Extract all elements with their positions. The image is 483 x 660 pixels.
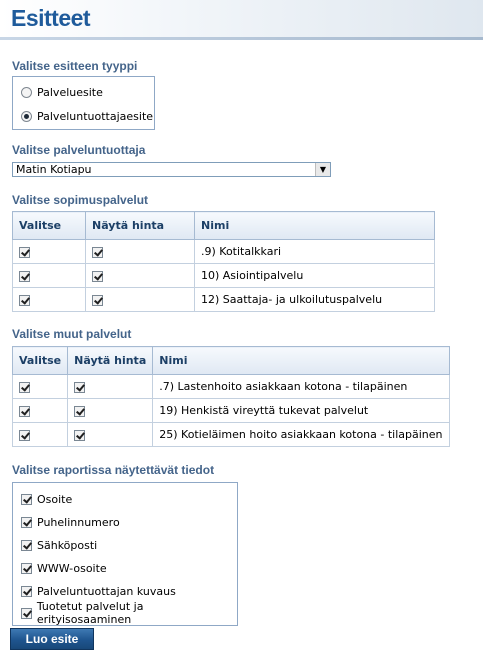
show-price-cell (86, 264, 195, 288)
create-brochure-button[interactable]: Luo esite (10, 628, 94, 650)
radio-option-service-brochure[interactable] (21, 84, 103, 100)
service-name: 10) Asiointipalvelu (195, 264, 435, 288)
provider-select[interactable] (12, 162, 331, 177)
select-cell (13, 375, 68, 399)
report-field-www[interactable] (21, 560, 107, 576)
page-title: Esitteet (11, 5, 91, 31)
service-name: 19) Henkistä vireyttä tukevat palvelut (153, 399, 449, 423)
checkbox[interactable] (21, 494, 32, 505)
show-price-cell (86, 240, 195, 264)
checkbox-label: Palveluntuottajan kuvaus (37, 584, 176, 598)
report-field-email[interactable] (21, 537, 97, 553)
select-checkbox[interactable] (19, 295, 30, 306)
provider-select-value: Matin Kotiapu (16, 163, 92, 176)
header-divider (0, 37, 483, 40)
column-header-show-price: Näytä hinta (68, 347, 153, 375)
service-name: .9) Kotitalkkari (195, 240, 435, 264)
select-cell (13, 264, 86, 288)
report-field-phone[interactable] (21, 514, 120, 530)
page-header (0, 0, 483, 40)
column-header-name: Nimi (153, 347, 449, 375)
checkbox-label: Osoite (37, 492, 73, 506)
other-services-table (12, 346, 450, 447)
select-cell (13, 240, 86, 264)
select-checkbox[interactable] (19, 430, 30, 441)
checkbox[interactable] (21, 563, 32, 574)
show-price-checkbox[interactable] (92, 271, 103, 282)
checkbox[interactable] (21, 608, 32, 619)
column-header-name: Nimi (195, 212, 435, 240)
contract-services-label: Valitse sopimuspalvelut (12, 193, 149, 207)
chevron-down-icon[interactable]: ▼ (315, 163, 330, 176)
table-row (13, 375, 450, 399)
select-checkbox[interactable] (19, 406, 30, 417)
column-header-show-price: Näytä hinta (86, 212, 195, 240)
select-checkbox[interactable] (19, 271, 30, 282)
select-checkbox[interactable] (19, 382, 30, 393)
checkbox-label: WWW-osoite (37, 561, 107, 575)
show-price-cell (86, 288, 195, 312)
contract-services-table (12, 211, 435, 312)
table-row (13, 423, 450, 447)
report-fields-label: Valitse raportissa näytettävät tiedot (12, 463, 215, 477)
checkbox[interactable] (21, 517, 32, 528)
checkbox-label: Puhelinnumero (37, 515, 120, 529)
show-price-cell (68, 375, 153, 399)
checkbox-label: Tuotetut palvelut ja erityisosaaminen (36, 600, 144, 626)
table-row (13, 264, 435, 288)
checkbox-label: Sähköposti (37, 538, 98, 552)
radio-button[interactable] (21, 87, 32, 98)
report-field-description[interactable] (21, 583, 176, 599)
service-name: .7) Lastenhoito asiakkaan kotona - tilapäinen (153, 375, 449, 399)
select-cell (13, 288, 86, 312)
table-row (13, 399, 450, 423)
show-price-checkbox[interactable] (92, 295, 103, 306)
select-cell (13, 423, 68, 447)
radio-option-label: Palveluesite (37, 85, 103, 99)
checkbox[interactable] (21, 540, 32, 551)
checkbox[interactable] (21, 586, 32, 597)
service-name: 25) Kotieläimen hoito asiakkaan kotona - tilapäinen (153, 423, 449, 447)
service-name: 12) Saattaja- ja ulkoilutuspalvelu (195, 288, 435, 312)
show-price-cell (68, 399, 153, 423)
show-price-checkbox[interactable] (74, 430, 85, 441)
show-price-checkbox[interactable] (74, 406, 85, 417)
radio-button-selected[interactable] (21, 111, 32, 122)
show-price-checkbox[interactable] (92, 247, 103, 258)
select-checkbox[interactable] (19, 247, 30, 258)
show-price-cell (68, 423, 153, 447)
report-fields-group (12, 482, 238, 626)
column-header-select: Valitse (13, 212, 86, 240)
provider-label: Valitse palveluntuottaja (12, 143, 146, 157)
select-cell (13, 399, 68, 423)
brochure-type-group (12, 76, 155, 130)
column-header-select: Valitse (13, 347, 68, 375)
table-row (13, 288, 435, 312)
show-price-checkbox[interactable] (74, 382, 85, 393)
other-services-label: Valitse muut palvelut (12, 327, 132, 341)
radio-option-provider-brochure[interactable] (21, 108, 153, 124)
report-field-services[interactable] (21, 600, 237, 626)
table-row (13, 240, 435, 264)
brochure-type-label: Valitse esitteen tyyppi (12, 59, 138, 73)
radio-option-label: Palveluntuottajaesite (37, 109, 154, 123)
report-field-address[interactable] (21, 491, 72, 507)
